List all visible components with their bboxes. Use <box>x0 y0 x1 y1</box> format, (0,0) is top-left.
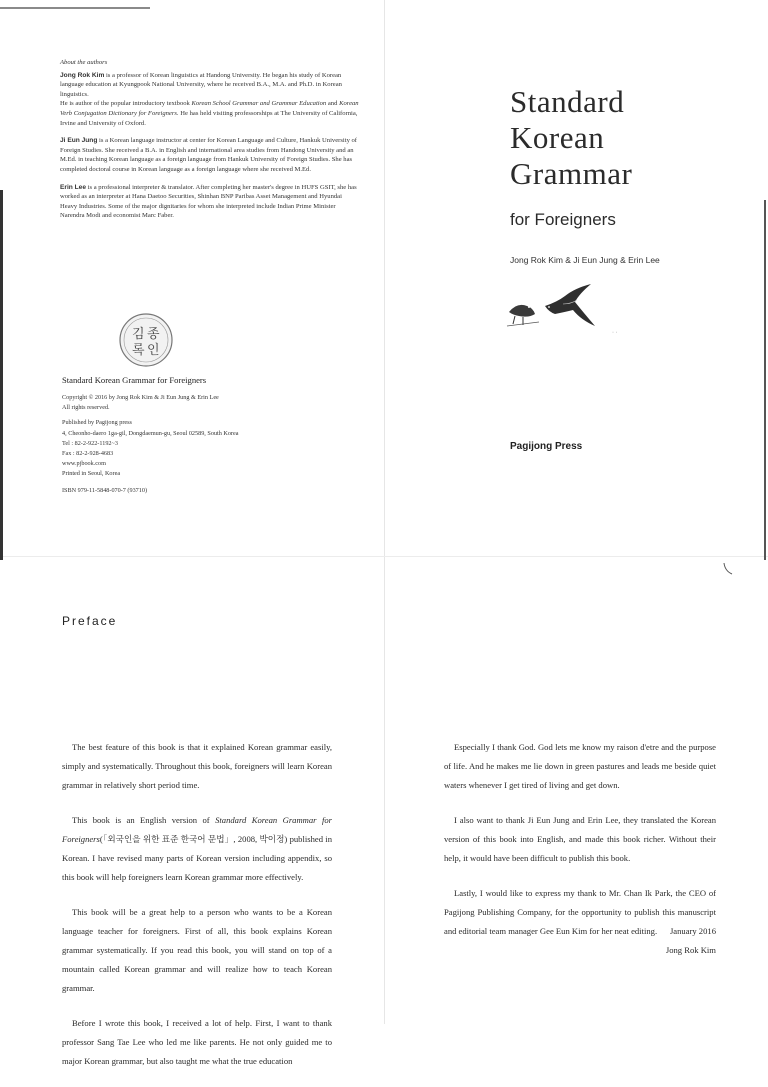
cover-title <box>510 84 632 192</box>
preface-date: January 2016 <box>669 926 716 936</box>
svg-text:록: 록 <box>132 343 145 358</box>
title-line-1: Standard <box>510 84 625 119</box>
decorative-dots: · · <box>612 330 618 336</box>
title-line-2: Korean <box>510 120 605 155</box>
preface-title: Preface <box>62 614 118 628</box>
scan-edge-right <box>764 200 766 560</box>
author-name: Jong Rok Kim <box>60 71 105 79</box>
author-name: Erin Lee <box>60 183 87 191</box>
cover-authors: Jong Rok Kim & Ji Eun Jung & Erin Lee <box>510 255 660 265</box>
seal-stamp-icon <box>118 312 174 368</box>
title-line-3: Grammar <box>510 156 633 191</box>
copyright-block <box>62 375 362 496</box>
publisher-name: Pagijong Press <box>510 441 583 452</box>
thanks-paragraph: Especially I thank God. God lets me know my raison d'etre and the purpose of life. And he makes me lie down in green pastures and leads me beside quiet waters whenever I get tired of living and get down. <box>444 742 716 790</box>
author-bio-lee: Erin Lee is a professional interpreter & translator. After completing her master's degree in HUFS GSIT, she has worked as an interpreter at Hana Daetoo Securities, Shinhan BNP Paribas Asset Management and Hyundai Heavy Industries. Some of the major dignitaries for whom she interpreted include Indian Prime Minister Narendra Modi and economist Marc Faber. <box>60 183 357 220</box>
svg-text:김: 김 <box>132 327 145 342</box>
scan-edge-left <box>0 190 3 560</box>
author-bio-jung: Ji Eun Jung is a Korean language instructor at center for Korean Language and Culture, Hankuk University of Foreign Studies. She received a B.A. in English and international area studies from Handong University and an M.Ed. in teaching Korean language as a foreign language from Hankuk University of Foreign Studies. She has completed doctoral course in Korean language as a foreign language where she received M.Ed. <box>60 137 358 173</box>
author-bio-kim: Jong Rok Kim is a professor of Korean linguistics at Handong University. He began his study of Korean language education at Kyungpook National University, where he received B.A., M.A. and Ph.D. in Korean linguistics. He is author of the popular introductory textbook Korean School Grammar and Grammar Education and Korean Verb Conjugation Dictionary for Foreigners. He has held visiting professorships at The University of California, Irvine and University of Oxford. <box>60 71 359 127</box>
about-heading: About the authors <box>60 59 108 66</box>
preface-signature: Jong Rok Kim <box>665 945 716 955</box>
preface-paragraph: Before I wrote this book, I received a lot of help. First, I want to thank professor Sang Tae Lee who led me like parents. He not only guided me to major Korean grammar, but also taught me what the true education <box>62 1018 332 1066</box>
pen-mark-icon <box>722 562 734 576</box>
svg-text:종: 종 <box>147 327 160 342</box>
preface-body <box>62 738 332 1087</box>
preface-paragraph: This book will be a great help to a person who wants to be a Korean language teacher for foreigners. First of all, this book explains Korean grammar systematically. If you read this book, you will stand on top of a mountain called Korean grammar and will realize how to teach Korean grammar. <box>62 907 332 993</box>
page-gutter <box>384 0 385 1024</box>
preface-paragraph: This book is an English version of Standard Korean Grammar for Foreigners(「외국인을 위한 표준 한국어 문법」, 2008, 박이정) published in Korean. I have revised many parts of Korean version including appendix, so this book will help foreigners learn Korean grammar more effectively. <box>62 815 332 882</box>
svg-text:인: 인 <box>147 343 160 358</box>
copyright-book-title: Standard Korean Grammar for Foreigners <box>62 375 207 385</box>
preface-paragraph: The best feature of this book is that it explained Korean grammar easily, simply and systematically. Throughout this book, foreigners will learn Korean grammar in relatively short period time. <box>62 742 332 790</box>
scan-edge-line <box>0 7 150 9</box>
thanks-paragraph: I also want to thank Ji Eun Jung and Erin Lee, they translated the Korean version of this book into English, and made this book richer. Without their help, it would have been difficult to publish this book. <box>444 815 716 863</box>
thanks-paragraph: Lastly, I would like to express my thank to Mr. Chan Ik Park, the CEO of Pagijong Publishing Company, for the opportunity to publish this manuscript and editorial team manager Gee Eun Kim for her neat editing. <box>444 888 716 936</box>
about-authors <box>60 58 360 221</box>
copyright-lines: Copyright © 2016 by Jong Rok Kim & Ji Eun Jung & Erin Lee All rights reserved. Published by Pagijong press 4, Cheonho-daero 1ga-gil, Dongdaemun-gu, Seoul 02589, South Korea Tel : 82-2-922-1192~3 Fax : 82-2-928-4683 www.pjbook.com Printed in Seoul, Korea ISBN 979-11-5848-070-7 (93710) <box>62 393 362 496</box>
author-name: Ji Eun Jung <box>60 137 98 145</box>
isbn: ISBN 979-11-5848-070-7 (93710) <box>62 486 148 494</box>
cover-subtitle: for Foreigners <box>510 210 616 229</box>
signature-block <box>560 922 716 960</box>
page-split <box>0 556 768 557</box>
birds-illustration-icon <box>505 282 605 337</box>
